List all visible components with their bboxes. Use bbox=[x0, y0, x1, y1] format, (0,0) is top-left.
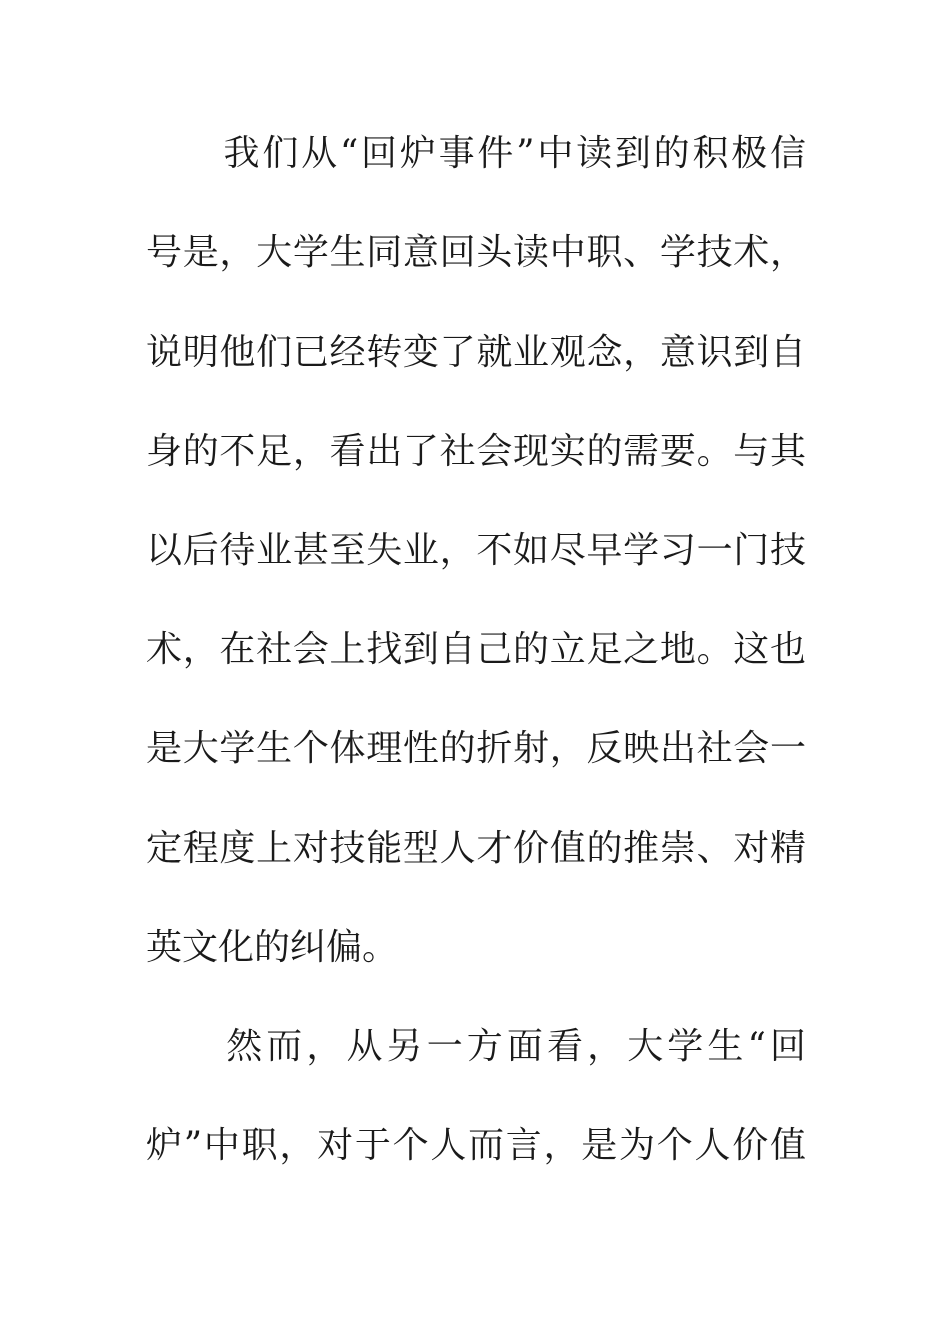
text-line: 英文化的纠偏。 bbox=[146, 927, 399, 968]
text-line: 术，在社会上找到自己的立足之地。这也 bbox=[146, 629, 806, 670]
text-line: 是大学生个体理性的折射，反映出社会一 bbox=[146, 728, 806, 769]
text-line: 我们从“回炉事件”中读到的积极信 bbox=[146, 133, 806, 174]
text-line: 身的不足，看出了社会现实的需要。与其 bbox=[146, 431, 806, 472]
text-line: 号是，大学生同意回头读中职、学技术， bbox=[146, 232, 806, 273]
text-line: 以后待业甚至失业，不如尽早学习一门技 bbox=[146, 530, 806, 571]
text-line: 炉”中职，对于个人而言，是为个人价值 bbox=[146, 1125, 806, 1166]
text-line: 定程度上对技能型人才价值的推崇、对精 bbox=[146, 828, 806, 869]
text-line: 然而，从另一方面看，大学生“回 bbox=[146, 1026, 806, 1067]
text-line: 说明他们已经转变了就业观念，意识到自 bbox=[146, 332, 806, 373]
